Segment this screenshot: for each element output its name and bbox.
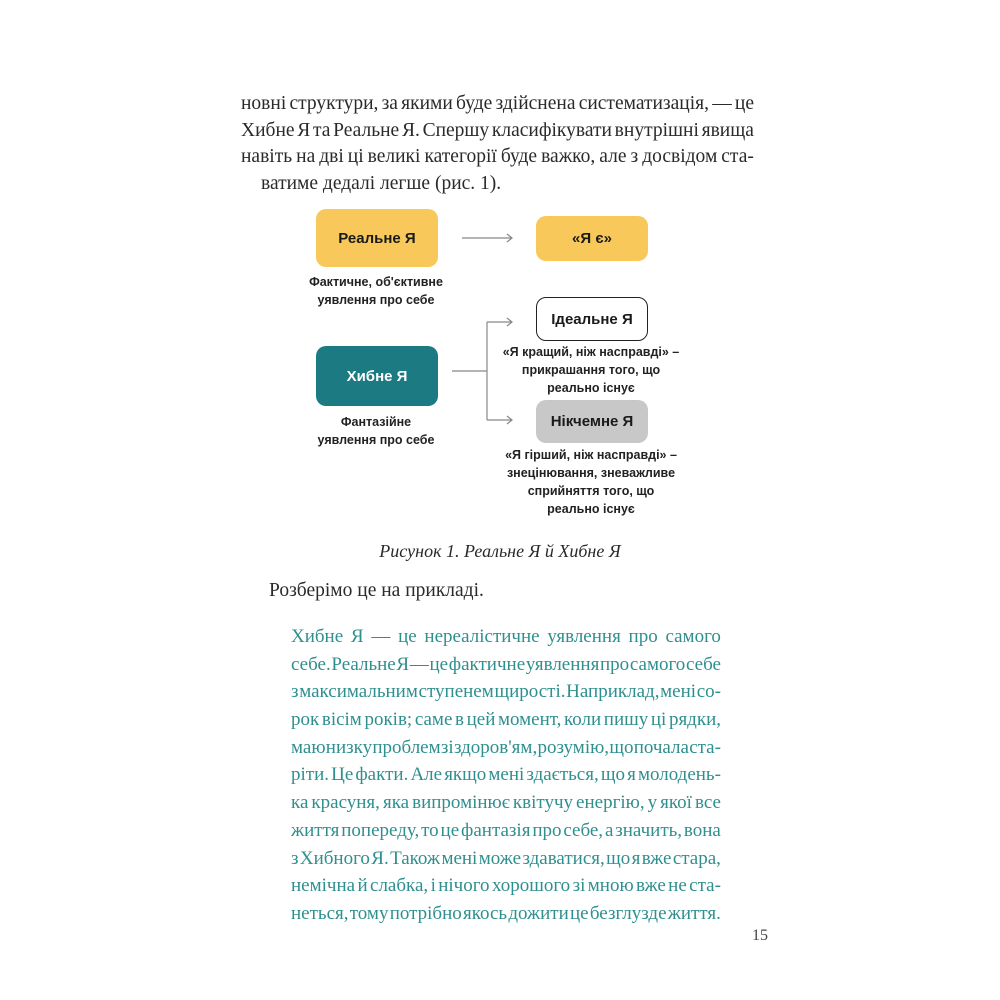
word: проблем [372, 736, 441, 758]
word: немічна [291, 875, 356, 897]
worthless-desc-line: «Я гірший, ніж насправді» – [505, 448, 677, 462]
example-line [291, 845, 721, 873]
lead-sentence: Розберімо це на прикладі. [269, 580, 484, 601]
word: класифікувати [491, 119, 612, 141]
word: з [291, 847, 299, 869]
word: ста- [689, 736, 721, 758]
word: здійснена [495, 93, 576, 114]
example-line [291, 734, 721, 762]
word: це [570, 902, 589, 924]
word: маю [291, 736, 326, 758]
word: здаватися, [522, 847, 605, 869]
word: це [398, 626, 417, 647]
word: фактичне [448, 653, 526, 675]
example-line [291, 872, 721, 900]
word: не [668, 875, 687, 897]
ideal-desc-line: прикрашання того, що [521, 363, 661, 377]
word: Також [390, 847, 441, 869]
word: внутрішні [614, 119, 699, 141]
intro-paragraph [241, 91, 754, 198]
word: Хибного [299, 847, 370, 869]
word: ріти. [291, 764, 329, 786]
word: яка [382, 792, 410, 814]
word: випромінює [412, 792, 510, 814]
page-number: 15 [752, 927, 768, 944]
word: рядки, [668, 709, 721, 731]
word: ста- [689, 875, 721, 897]
false-self-description [286, 413, 466, 449]
word: ці [650, 709, 667, 731]
word: то [421, 819, 439, 841]
word: коли [564, 709, 602, 731]
word: явища [701, 119, 754, 141]
word: — [409, 653, 429, 675]
word: вже [636, 875, 666, 897]
arrowhead-icon [507, 416, 512, 424]
word: на [296, 146, 316, 168]
worthless-self-box [536, 400, 648, 443]
example-line [291, 817, 721, 845]
i-am-box [536, 216, 648, 261]
word: Реальне [333, 119, 400, 141]
word: безглузде [589, 902, 667, 924]
real-self-description [286, 273, 466, 309]
word: себе. [291, 653, 331, 675]
arrowhead-icon [507, 318, 512, 326]
word: категорії [424, 146, 497, 168]
word: розумію, [537, 736, 610, 758]
word: молодень- [637, 764, 721, 786]
word: Я. [371, 847, 389, 869]
word: і [430, 875, 436, 897]
word: Хибне [291, 626, 344, 647]
intro-line [241, 91, 754, 118]
word: енергію, [576, 792, 645, 814]
word: себе, [563, 819, 604, 841]
word: якими [401, 93, 453, 114]
word: вона [683, 819, 721, 841]
word: досвідом [642, 146, 718, 168]
example-line [291, 623, 721, 651]
word: попереду, [341, 819, 420, 841]
real-self-label: Реальне Я [338, 229, 416, 247]
word: якщо [444, 764, 487, 786]
word: со- [696, 681, 721, 703]
word: рок [291, 709, 320, 731]
ideal-desc-line: «Я кращий, ніж насправді» – [502, 345, 680, 359]
word: ста- [721, 146, 754, 168]
ideal-self-box [536, 297, 648, 341]
intro-line [241, 144, 754, 171]
word: вісім [321, 709, 362, 731]
word: уявлення [547, 626, 621, 647]
word: тому [349, 902, 389, 924]
word: — [371, 626, 391, 647]
word: Я [396, 653, 410, 675]
example-paragraph [291, 623, 721, 928]
word: у [647, 792, 658, 814]
word: Я [297, 119, 311, 141]
word: дожити [508, 902, 569, 924]
word: про [628, 626, 658, 647]
word: може [478, 847, 522, 869]
example-line [291, 678, 721, 706]
worthless-desc-line: знецінювання, зневажливе [506, 466, 676, 480]
word: самого [629, 653, 686, 675]
word: максимальним [299, 681, 418, 703]
example-line [291, 761, 721, 789]
worthless-desc-line: сприйняття того, що [527, 484, 655, 498]
word: зі [440, 736, 454, 758]
word: я [631, 847, 641, 869]
word: потрібно [389, 902, 462, 924]
word: з [291, 681, 299, 703]
word: якось [463, 902, 508, 924]
word: структури, [289, 93, 379, 114]
word: дві [319, 146, 344, 168]
word: буде [456, 93, 493, 114]
word: навіть [241, 146, 293, 168]
arrowhead-icon [507, 234, 512, 242]
example-line [291, 900, 721, 928]
word: красуня, [311, 792, 380, 814]
word: Це [331, 764, 354, 786]
word: Реальне [331, 653, 396, 675]
word: щирості. [494, 681, 566, 703]
false-self-box [316, 346, 438, 406]
word: це [440, 819, 460, 841]
word: життя [291, 819, 340, 841]
word: пишу [603, 709, 649, 731]
word: Я [350, 626, 364, 647]
word: зі [572, 875, 586, 897]
word: почала [633, 736, 689, 758]
word: років; [364, 709, 413, 731]
word: життя. [667, 902, 721, 924]
word: — [712, 93, 732, 114]
word: неться, [291, 902, 349, 924]
word: що [606, 847, 631, 869]
word: Я. [401, 119, 420, 141]
word: систематизація, [578, 93, 709, 114]
word: Хибне [241, 119, 295, 141]
false-self-desc-line: уявлення про себе [317, 433, 435, 447]
figure-caption: Рисунок 1. Реальне Я й Хибне Я [379, 541, 621, 561]
word: якої [660, 792, 692, 814]
false-self-label: Хибне Я [346, 367, 408, 385]
word: себе [686, 653, 721, 675]
worthless-desc-line: реально існує [547, 502, 635, 516]
word: здається, [526, 764, 599, 786]
example-line [291, 789, 721, 817]
word: Але [410, 764, 443, 786]
word: що [609, 736, 634, 758]
real-self-desc-line: уявлення про себе [317, 293, 435, 307]
word: нічого [438, 875, 490, 897]
word: уявлення [525, 653, 600, 675]
word: та [313, 119, 331, 141]
word: факти. [355, 764, 409, 786]
word: за [381, 93, 398, 114]
word: про [600, 653, 630, 675]
word: стара, [672, 847, 721, 869]
worthless-self-label: Нікчемне Я [550, 413, 634, 430]
word: самого [665, 626, 721, 647]
word: мною [587, 875, 634, 897]
word: значить, [615, 819, 683, 841]
real-self-desc-line: Фактичне, об'єктивне [309, 275, 443, 289]
word: в [455, 709, 464, 731]
ideal-self-description [496, 343, 686, 397]
word: мені [488, 764, 525, 786]
word: я [627, 764, 636, 786]
word: але [599, 146, 627, 168]
word: здоров'ям, [453, 736, 538, 758]
word: й [357, 875, 368, 897]
word: з [630, 146, 639, 168]
example-line [291, 651, 721, 679]
word: ці [347, 146, 364, 168]
word: що [600, 764, 625, 786]
i-am-label: «Я є» [572, 230, 612, 247]
word: низку [325, 736, 373, 758]
word: ступенем [418, 681, 494, 703]
ideal-desc-line: реально існує [547, 381, 635, 395]
word: великі [367, 146, 421, 168]
word: вже [641, 847, 672, 869]
intro-line [241, 118, 754, 145]
ideal-self-label: Ідеальне Я [551, 310, 633, 328]
word: фантазія [461, 819, 531, 841]
word: а [604, 819, 614, 841]
word: Наприклад, [566, 681, 660, 703]
word: важко, [541, 146, 596, 168]
example-line [291, 706, 721, 734]
word: новні [241, 93, 287, 114]
word: буде [500, 146, 538, 168]
word: нереалістичне [424, 626, 540, 647]
word: цей [466, 709, 496, 731]
worthless-self-description [496, 446, 686, 518]
word: квітучу [512, 792, 574, 814]
word: момент, [497, 709, 562, 731]
word: це [429, 653, 449, 675]
word: саме [414, 709, 453, 731]
word: слабка, [370, 875, 429, 897]
word: ка [291, 792, 309, 814]
word: хорошого [491, 875, 571, 897]
word: про [532, 819, 562, 841]
real-self-box [316, 209, 438, 267]
word: це [734, 93, 754, 114]
word: мені [441, 847, 478, 869]
word: все [695, 792, 721, 814]
word: мені [660, 681, 697, 703]
word: Спершу [422, 119, 490, 141]
false-self-desc-line: Фантазійне [340, 415, 412, 429]
intro-line: ватиме дедалі легше (рис. 1). [261, 173, 502, 195]
